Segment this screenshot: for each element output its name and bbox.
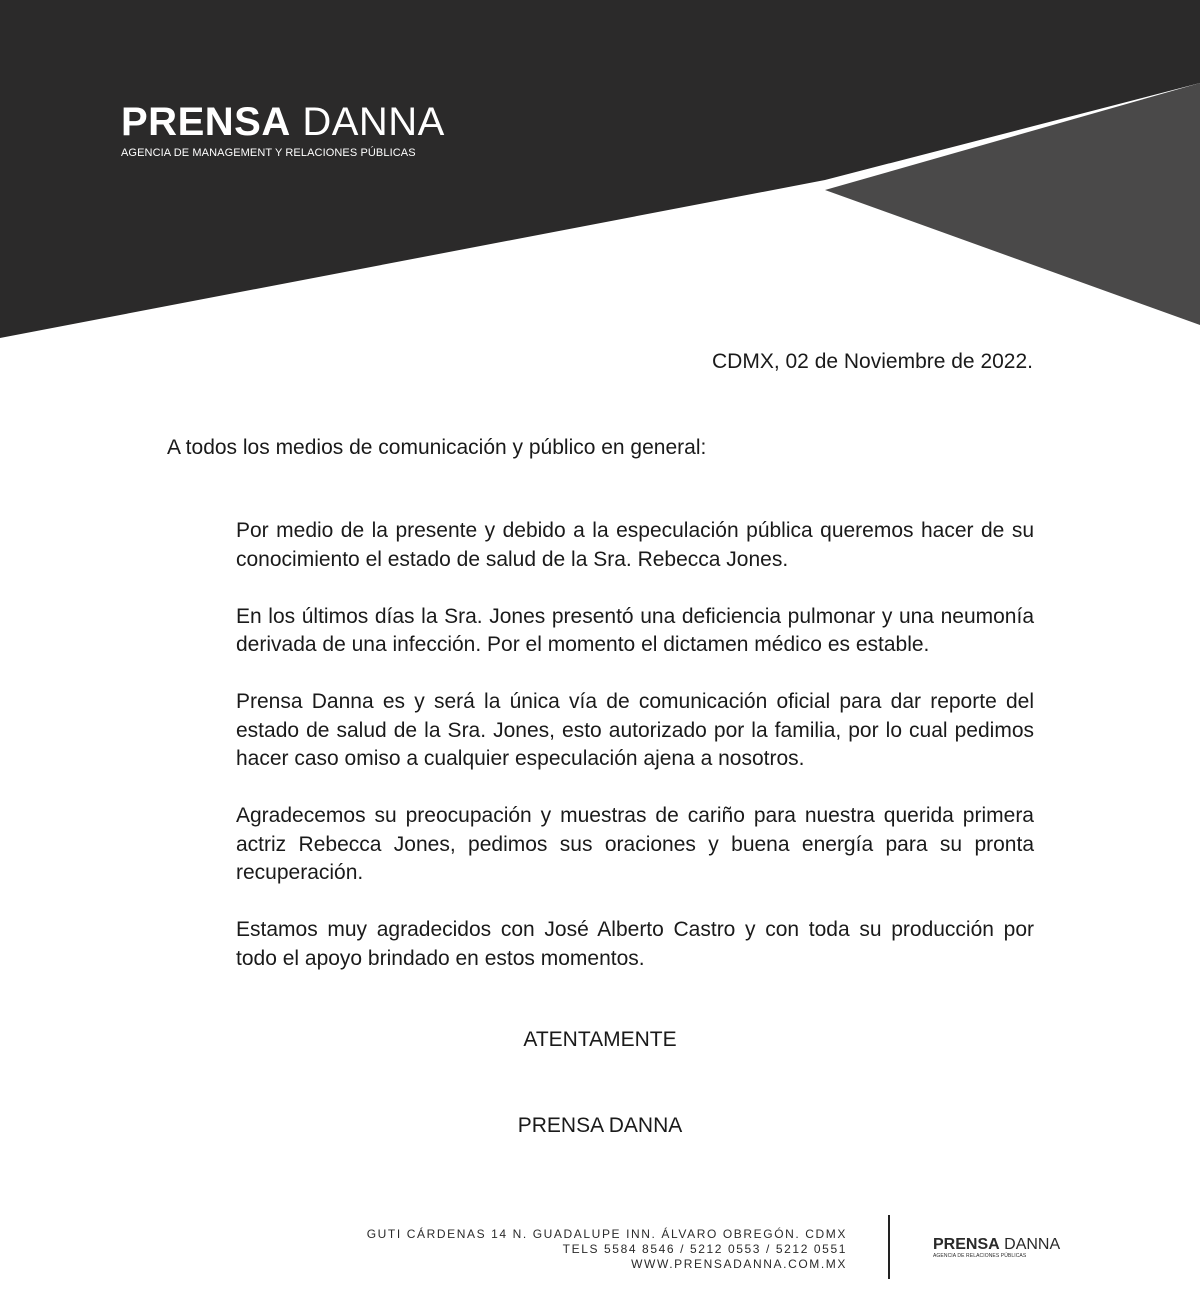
logo-bold-text: PRENSA (121, 100, 291, 144)
footer-logo (933, 1236, 1060, 1260)
logo-wordmark (121, 102, 445, 142)
body-paragraph: Agradecemos su preocupación y muestras de cariño para nuestra querida primera actriz Rebecca Jones, pedimos sus oraciones y buena energía para su pronta recuperación. (236, 804, 1034, 884)
footer-address-line: GUTI CÁRDENAS 14 N. GUADALUPE INN. ÁLVARO OBREGÓN. CDMX (366, 1227, 847, 1241)
footer-divider (888, 1215, 890, 1279)
body-paragraph: En los últimos días la Sra. Jones presentó una deficiencia pulmonar y una neumonía derivada de una infección. Por el momento el dictamen médico es estable. (236, 604, 1034, 656)
letter-date: CDMX, 02 de Noviembre de 2022. (712, 350, 1033, 373)
footer-website: WWW.PRENSADANNA.COM.MX (631, 1257, 847, 1271)
footer-logo-wordmark (933, 1236, 1060, 1253)
letter-salutation: A todos los medios de comunicación y público en general: (167, 436, 707, 459)
footer-logo-light-text: DANNA (1004, 1236, 1061, 1253)
footer-logo-bold-text: PRENSA (933, 1236, 1000, 1253)
footer-phones: TELS 5584 8546 / 5212 0553 / 5212 0551 (562, 1242, 847, 1256)
body-paragraph: Por medio de la presente y debido a la especulación pública queremos hacer de su conocimiento el estado de salud de la Sra. Rebecca Jones. (236, 519, 1034, 571)
header-logo (121, 102, 445, 160)
body-paragraph: Prensa Danna es y será la única vía de comunicación oficial para dar reporte del estado de salud de la Sra. Jones, esto autorizado por la familia, por lo cual pedimos hacer caso omiso a cualquier especulación ajena a nosotros. (236, 690, 1034, 770)
letter-body (236, 517, 1034, 1002)
body-paragraph: Estamos muy agradecidos con José Alberto Castro y con toda su producción por todo el apoyo brindado en estos momentos. (236, 918, 1034, 970)
letter-signature: PRENSA DANNA (517, 1114, 683, 1137)
footer-logo-subtitle: AGENCIA DE RELACIONES PÚBLICAS (933, 1253, 1027, 1259)
logo-light-text: DANNA (302, 100, 445, 144)
footer-contact (367, 1227, 847, 1272)
letter-closing: ATENTAMENTE (523, 1028, 677, 1051)
logo-subtitle: AGENCIA DE MANAGEMENT Y RELACIONES PÚBLICAS (121, 147, 416, 159)
header-background (0, 0, 1200, 345)
